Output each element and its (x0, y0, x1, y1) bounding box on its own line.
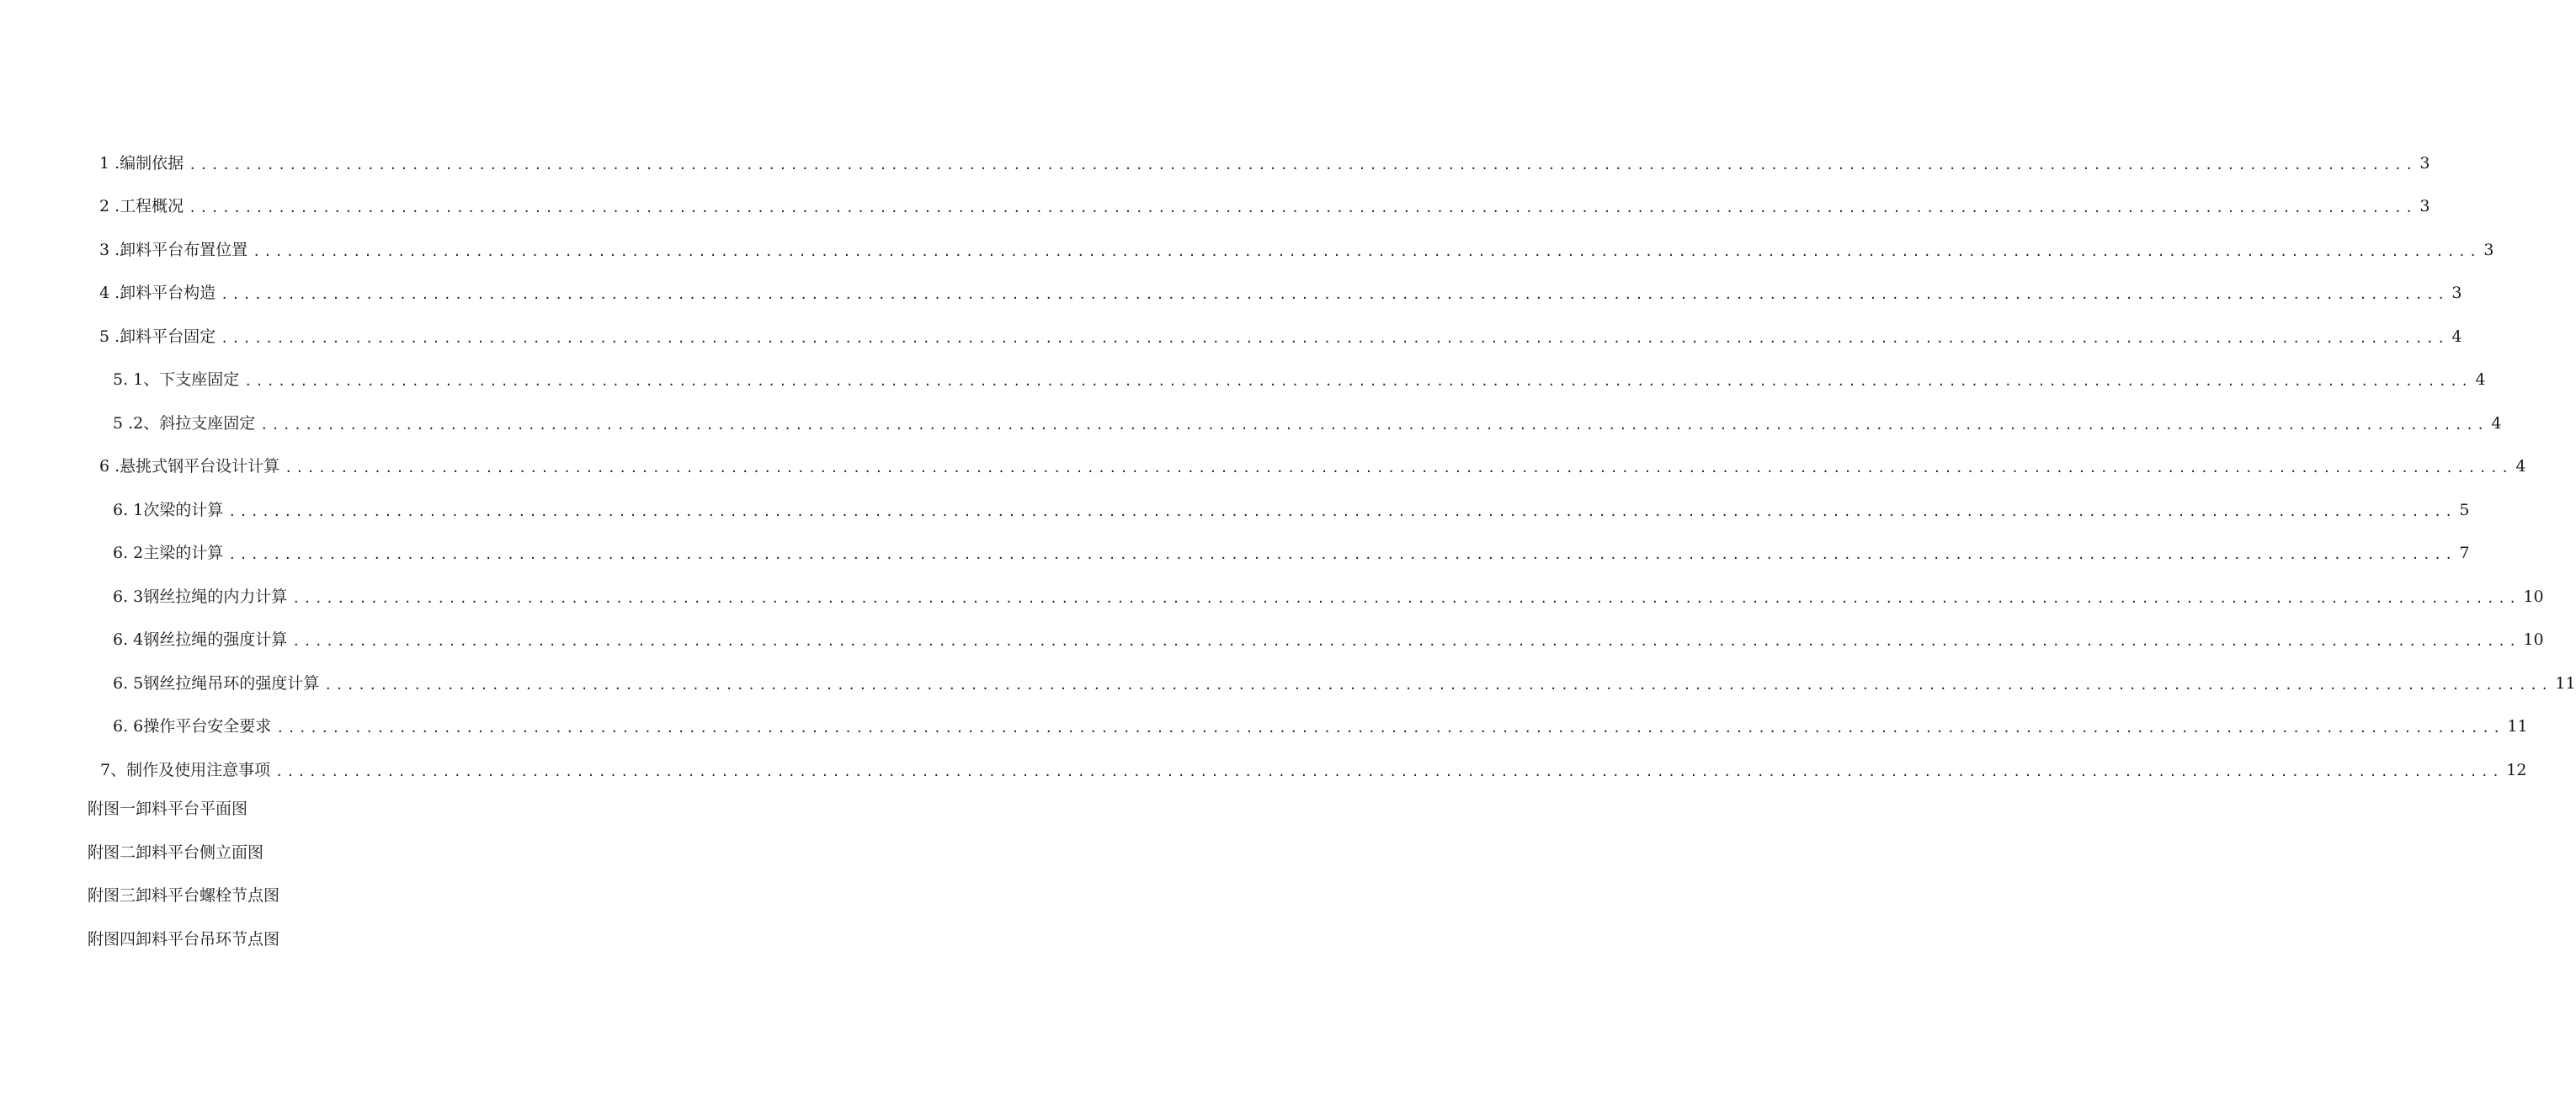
toc-dot-leader: ........................................................................................................................................................................................................ (228, 547, 2456, 563)
toc-entry-title: 6 .悬挑式钢平台设计计算 (99, 457, 280, 476)
toc-entry-page: 10 (2523, 630, 2544, 650)
toc-entry-title: 5. 1、下支座固定 (113, 370, 240, 390)
toc-entry[interactable] (0, 575, 2544, 619)
toc-entry[interactable] (0, 315, 2462, 359)
toc-dot-leader: ........................................................................................................................................................................................................ (285, 460, 2513, 476)
toc-entry-page: 7 (2459, 544, 2470, 563)
toc-entry-page: 10 (2523, 587, 2544, 606)
toc-entry[interactable] (0, 141, 2430, 185)
appendix-list (88, 786, 279, 959)
toc-entry[interactable] (0, 619, 2544, 662)
toc-entry[interactable] (0, 445, 2526, 489)
appendix-item: 附图一卸料平台平面图 (88, 800, 248, 819)
toc-entry-title: 2 .工程概况 (99, 197, 184, 216)
toc-entry[interactable] (0, 359, 2486, 402)
toc-entry-page: 11 (2507, 717, 2528, 736)
appendix-item: 附图二卸料平台侧立面图 (88, 843, 264, 862)
toc-entry[interactable] (0, 185, 2430, 229)
toc-entry-title: 5 .卸料平台固定 (99, 327, 216, 346)
toc-entry-title: 6. 1次梁的计算 (113, 500, 224, 519)
toc-entry[interactable] (0, 748, 2527, 792)
toc-dot-leader: ........................................................................................................................................................................................................ (253, 243, 2481, 259)
toc-dot-leader: ........................................................................................................................................................................................................ (292, 634, 2520, 650)
toc-entry-title: 6. 5钢丝拉绳吊环的强度计算 (113, 673, 320, 693)
toc-entry-page: 3 (2419, 197, 2430, 216)
toc-dot-leader: ........................................................................................................................................................................................................ (189, 200, 2417, 216)
toc-dot-leader: ........................................................................................................................................................................................................ (244, 374, 2472, 390)
toc-entry[interactable] (0, 662, 2576, 705)
toc-entry-page: 3 (2451, 284, 2462, 303)
toc-entry-page: 12 (2506, 760, 2527, 779)
toc-entry-page: 3 (2419, 153, 2430, 173)
toc-entry-page: 4 (2475, 370, 2486, 390)
toc-dot-leader: ........................................................................................................................................................................................................ (275, 763, 2504, 779)
toc-entry[interactable] (0, 488, 2470, 532)
toc-entry-title: 7、制作及使用注意事项 (100, 760, 271, 779)
appendix-item: 附图四卸料平台吊环节点图 (88, 929, 280, 949)
toc-dot-leader: ........................................................................................................................................................................................................ (221, 330, 2449, 346)
toc-entry-title: 6. 2主梁的计算 (113, 544, 224, 563)
toc-dot-leader: ........................................................................................................................................................................................................ (189, 157, 2417, 173)
table-of-contents (0, 141, 2576, 792)
toc-entry[interactable] (0, 228, 2494, 272)
toc-entry-title: 6. 4钢丝拉绳的强度计算 (113, 630, 288, 650)
toc-entry[interactable] (0, 532, 2470, 576)
toc-entry-title: 4 .卸料平台构造 (99, 284, 216, 303)
toc-entry-title: 6. 3钢丝拉绳的内力计算 (113, 587, 288, 606)
toc-entry-page: 11 (2555, 673, 2576, 693)
appendix-item: 附图三卸料平台螺栓节点图 (88, 886, 280, 906)
toc-entry-page: 3 (2483, 240, 2494, 259)
toc-entry-page: 5 (2459, 500, 2470, 519)
toc-dot-leader: ........................................................................................................................................................................................................ (221, 287, 2449, 303)
toc-entry[interactable] (0, 401, 2502, 445)
toc-entry-title: 1 .编制依据 (99, 153, 184, 173)
toc-entry-page: 4 (2451, 327, 2462, 346)
toc-entry-page: 4 (2491, 413, 2502, 433)
toc-entry[interactable] (0, 272, 2462, 316)
toc-entry-title: 3 .卸料平台布置位置 (99, 240, 248, 259)
toc-dot-leader: ........................................................................................................................................................................................................ (228, 503, 2456, 519)
toc-dot-leader: ........................................................................................................................................................................................................ (324, 677, 2552, 693)
toc-entry-page: 4 (2515, 457, 2526, 476)
toc-entry[interactable] (0, 705, 2528, 749)
toc-dot-leader: ........................................................................................................................................................................................................ (260, 417, 2488, 433)
toc-dot-leader: ........................................................................................................................................................................................................ (276, 720, 2504, 736)
toc-entry-title: 5 .2、斜拉支座固定 (113, 413, 256, 433)
toc-entry-title: 6. 6操作平台安全要求 (113, 717, 272, 736)
toc-dot-leader: ........................................................................................................................................................................................................ (292, 590, 2520, 606)
